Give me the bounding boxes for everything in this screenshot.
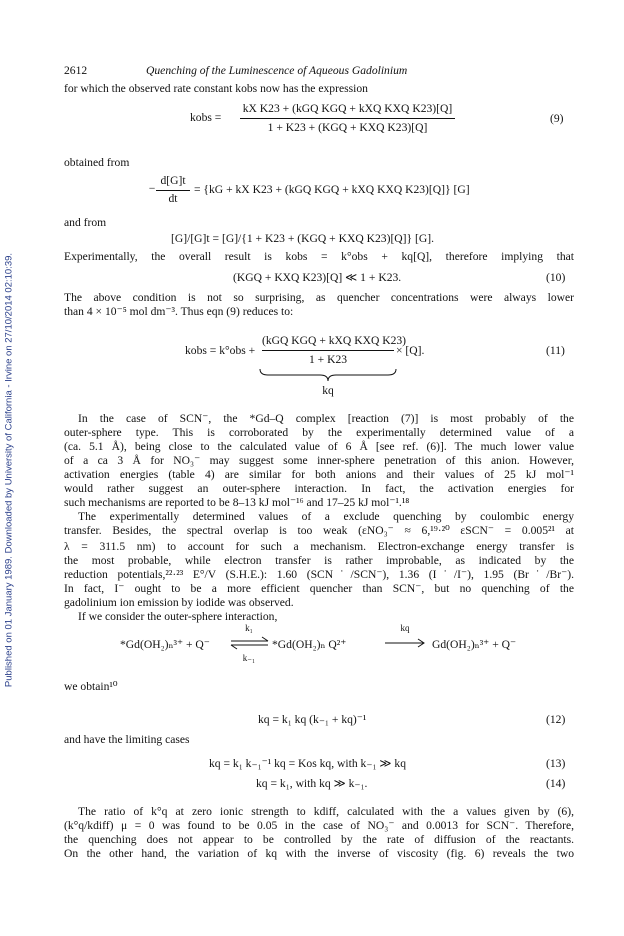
text-line: the most probable, while electron transfer is rather improbable, as indicated by the [64,554,574,567]
text-line: activation energies (table 4) are similar for both anions and their values of 25 kJ mol⁻¹ [64,468,574,481]
text-line: (ca. 5.1 Å), being close to the calculated value of 6 Å [see ref. (6)]. The much lower value [64,440,574,453]
underbrace [258,368,398,382]
text-line: λ = 311.5 nm) to account for such a mechanism. Electron-exchange energy transfer is [64,540,574,553]
rate-minus: − [148,182,156,195]
text-line: the quenching does not appear to be controlled by the rate of diffusion of the reactants. [64,833,574,846]
text-line: In fact, I⁻ ought to be a more efficient quencher than SCN⁻, but no quenching of the [64,582,574,595]
scheme-k1: k₁ [245,623,253,633]
text-line: of a ca 3 Å for NO₃⁻ may suggest some inner-sphere penetration of this anion. However, [64,454,574,467]
eq9-numerator: kX K23 + (kGQ KGQ + kXQ KXQ K23)[Q] [242,102,453,115]
text-line: The experimentally determined values of a exclude quenching by coulombic energy [78,510,574,523]
eq11-fraction-bar [262,350,394,351]
eq11-denominator: 1 + K23 [308,353,348,366]
text-line: (k°q/kdiff) μ = 0 was found to be 0.05 in the case of NO₃⁻ and 0.0013 for SCN⁻. Therefore, [64,819,574,832]
text-line: and from [64,216,107,229]
forward-arrow [384,638,426,648]
publication-sidebar: Published on 01 January 1989. Downloaded by University of California - Irvine on 27/10/2014 02:10:39. [3,252,15,688]
eq14: kq = k₁, with kq ≫ k₋₁. [256,777,368,790]
equilibrium-arrow [230,636,270,650]
text-line: transfer. Besides, the spectral overlap is too weak (εNO₃⁻ ≈ 6,¹⁹·²⁰ εSCN⁻ = 0.005²¹ at [64,524,574,537]
eq11-numerator: (kGQ KGQ + kXQ KXQ K23) [262,334,407,347]
eq13: kq = k₁ k₋₁⁻¹ kq = Kos kq, with k₋₁ ≫ kq [209,757,407,770]
underbrace-label: kq [322,384,334,397]
text-line: obtained from [64,156,130,169]
text-line: gadolinium ion emission by iodide was observed. [64,596,294,609]
eq9-lhs: kobs = [190,111,222,124]
text-line: and have the limiting cases [64,733,190,746]
eq9-denominator: 1 + K23 + (KGQ + KXQ K23)[Q] [267,121,428,134]
eq11-number: (11) [546,344,565,357]
eq10: (KGQ + KXQ K23)[Q] ≪ 1 + K23. [233,271,402,284]
from-equation: [G]/[G]t = [G]/{1 + K23 + (KGQ + KXQ K23)[Q]} [G]. [171,232,434,245]
text-line: would rather suggest an outer-sphere interaction. In fact, the activation energies for [64,482,574,495]
eq9-number: (9) [550,112,564,125]
text-line: On the other hand, the variation of kq with the inverse of viscosity (fig. 6) reveals the two [64,847,574,860]
text-line: such mechanisms are reported to be 8–13 kJ mol⁻¹⁶ and 17–25 kJ mol⁻¹.¹⁸ [64,496,410,509]
rate-numerator: d[G]t [160,174,186,187]
text-line: for which the observed rate constant kobs now has the expression [64,82,368,95]
eq14-number: (14) [546,777,566,790]
text-line: Experimentally, the overall result is kobs = k°obs + kq[Q], therefore implying that [64,250,574,263]
text-line: reduction potentials,²²·²³ E°/V (S.H.E.): 1.60 (SCN˙/SCN⁻), 1.36 (I˙/I⁻), 1.95 (Br˙/Br⁻). [64,568,574,581]
rate-denominator: dt [168,192,178,205]
eq11-tail: × [Q]. [396,344,425,357]
rate-fraction-bar [156,190,190,191]
eq12: kq = k₁ kq (k₋₁ + kq)⁻¹ [258,713,367,726]
eq13-number: (13) [546,757,566,770]
scheme-k-1: k₋₁ [242,653,256,663]
rate-rhs: = {kG + kX K23 + (kGQ KGQ + kXQ KXQ K23)[Q]} [G] [194,183,470,196]
scheme-reactants: *Gd(OH₂)ₙ³⁺ + Q⁻ [120,638,210,651]
scheme-complex: *Gd(OH₂)ₙ Q²⁺ [272,638,347,651]
eq9-fraction-bar [240,118,455,119]
text-line: than 4 × 10⁻⁵ mol dm⁻³. Thus eqn (9) reduces to: [64,305,294,318]
eq11-lhs: kobs = k°obs + [185,344,256,357]
text-line: we obtain¹⁰ [64,680,118,693]
text-line: The ratio of k°q at zero ionic strength to kdiff, calculated with the a values given by (6), [78,805,574,818]
text-line: If we consider the outer-sphere interaction, [78,610,278,623]
text-line: The above condition is not so surprising, as quencher concentrations were always lower [64,291,574,304]
text-line: outer-sphere type. This is corroborated by the experimentally determined value of a [64,426,574,439]
scheme-kq: kq [400,623,410,633]
text-line: In the case of SCN⁻, the *Gd–Q complex [reaction (7)] is most probably of the [78,412,574,425]
eq12-number: (12) [546,713,566,726]
running-title: Quenching of the Luminescence of Aqueous Gadolinium [146,64,408,77]
scheme-products: Gd(OH₂)ₙ³⁺ + Q⁻ [432,638,517,651]
page-number: 2612 [64,64,88,77]
eq10-number: (10) [546,271,566,284]
